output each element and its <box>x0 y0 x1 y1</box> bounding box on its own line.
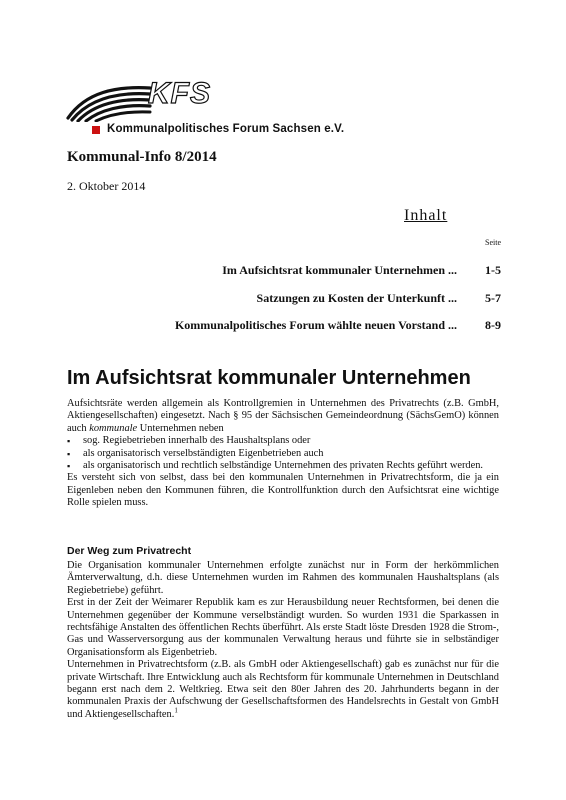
paragraph: Die Organisation kommunaler Unternehmen erfolgte zunächst nur in Form der herkömmlichen Ämterverwaltung, d.h. diese Unternehmen wurden im Rahmen des kommunalen Haushaltsplans (als Regiebetriebe) geführt. <box>67 560 499 596</box>
paragraph <box>67 659 499 721</box>
intro-paragraph <box>67 398 499 435</box>
toc-item-pages: 1-5 <box>485 263 501 277</box>
brand-square <box>92 126 100 134</box>
intro-section <box>67 398 499 510</box>
list-item: ▪ als organisatorisch und rechtlich selbständige Unternehmen des privaten Rechts geführt werden. <box>67 460 499 472</box>
paragraph: Erst in der Zeit der Weimarer Republik kam es zur Herausbildung neuer Rechtsformen, bei denen die Unternehmen gegenüber der Kommune verselbständigt wurden. So wurden 1931 die Sparkassen in rechtsfähige Anstalten des öffentlichen Rechts überführt. Als erste Stadt löste Dresden 1928 die Strom-, Gas und Wasserversorgung aus der kommunalen Verwaltung heraus und führte sie in selbständiger Organisationsform als Eigenbetrieb. <box>67 597 499 658</box>
section-heading: Der Weg zum Privatrecht <box>67 545 192 557</box>
footnote-marker[interactable]: 1 <box>174 706 178 715</box>
toc-item-pages: 5-7 <box>485 291 501 305</box>
toc-item-title: Im Aufsichtsrat kommunaler Unternehmen ... <box>222 263 457 277</box>
toc-item[interactable] <box>100 318 501 333</box>
intro-text-tail: Unternehmen neben <box>139 422 224 434</box>
paragraph-text: Unternehmen in Privatrechtsform (z.B. als GmbH oder Aktiengesellschaft) gab es zunächst nur für die private Wirtschaft. Ihre Entwicklung auch als Rechtsform für kommunale Unternehmen in Deutschland begann erst nach dem 2. Weltkrieg. Etwa seit den 80er Jahren des 20. Jahrhunderts begann in der kommunalen Praxis der Aufschwung der Gesellschaftsformen des Handelsrechts in Gestalt von GmbH und Aktiengesellschaften. <box>67 659 499 720</box>
intro-text: Aufsichtsräte werden allgemein als Kontrollgremien in Unternehmen des Privatrechts (z.B. GmbH, Aktiengesellschaften) eingesetzt. Nach § 95 der Sächsischen Gemeindeordnung (SächsGemO) können auch <box>67 398 499 434</box>
organization-name: Kommunalpolitisches Forum Sachsen e.V. <box>107 123 345 135</box>
toc-item-title: Satzungen zu Kosten der Unterkunft ... <box>256 291 457 305</box>
paragraph: Es versteht sich von selbst, dass bei den kommunalen Unternehmen in Privatrechtsform, die ja ein Eigenleben neben den Kommunen führen, die Kontrollfunktion durch den Aufsichtsrat eine wichtige Rolle spielen muss. <box>67 472 499 509</box>
toc-page-label: Seite <box>485 238 501 247</box>
intro-emphasis: kommunale <box>89 422 138 434</box>
list-item: ▪ als organisatorisch verselbständigten Eigenbetrieben auch <box>67 448 499 460</box>
toc-heading: Inhalt <box>404 207 448 224</box>
article-title: Im Aufsichtsrat kommunaler Unternehmen <box>67 367 471 389</box>
issue-date: 2. Oktober 2014 <box>67 179 146 193</box>
toc-item-title: Kommunalpolitisches Forum wählte neuen Vorstand ... <box>174 318 457 332</box>
kfs-logo-lettering: KFS <box>148 77 211 110</box>
toc-item[interactable] <box>100 263 501 278</box>
bullet-list <box>67 435 499 472</box>
list-item: ▪ sog. Regiebetrieben innerhalb des Haushaltsplans oder <box>67 435 499 447</box>
section-body <box>67 560 499 721</box>
toc-item-pages: 8-9 <box>485 318 501 332</box>
toc-item[interactable] <box>100 291 501 306</box>
issue-title: Kommunal-Info 8/2014 <box>67 149 217 165</box>
